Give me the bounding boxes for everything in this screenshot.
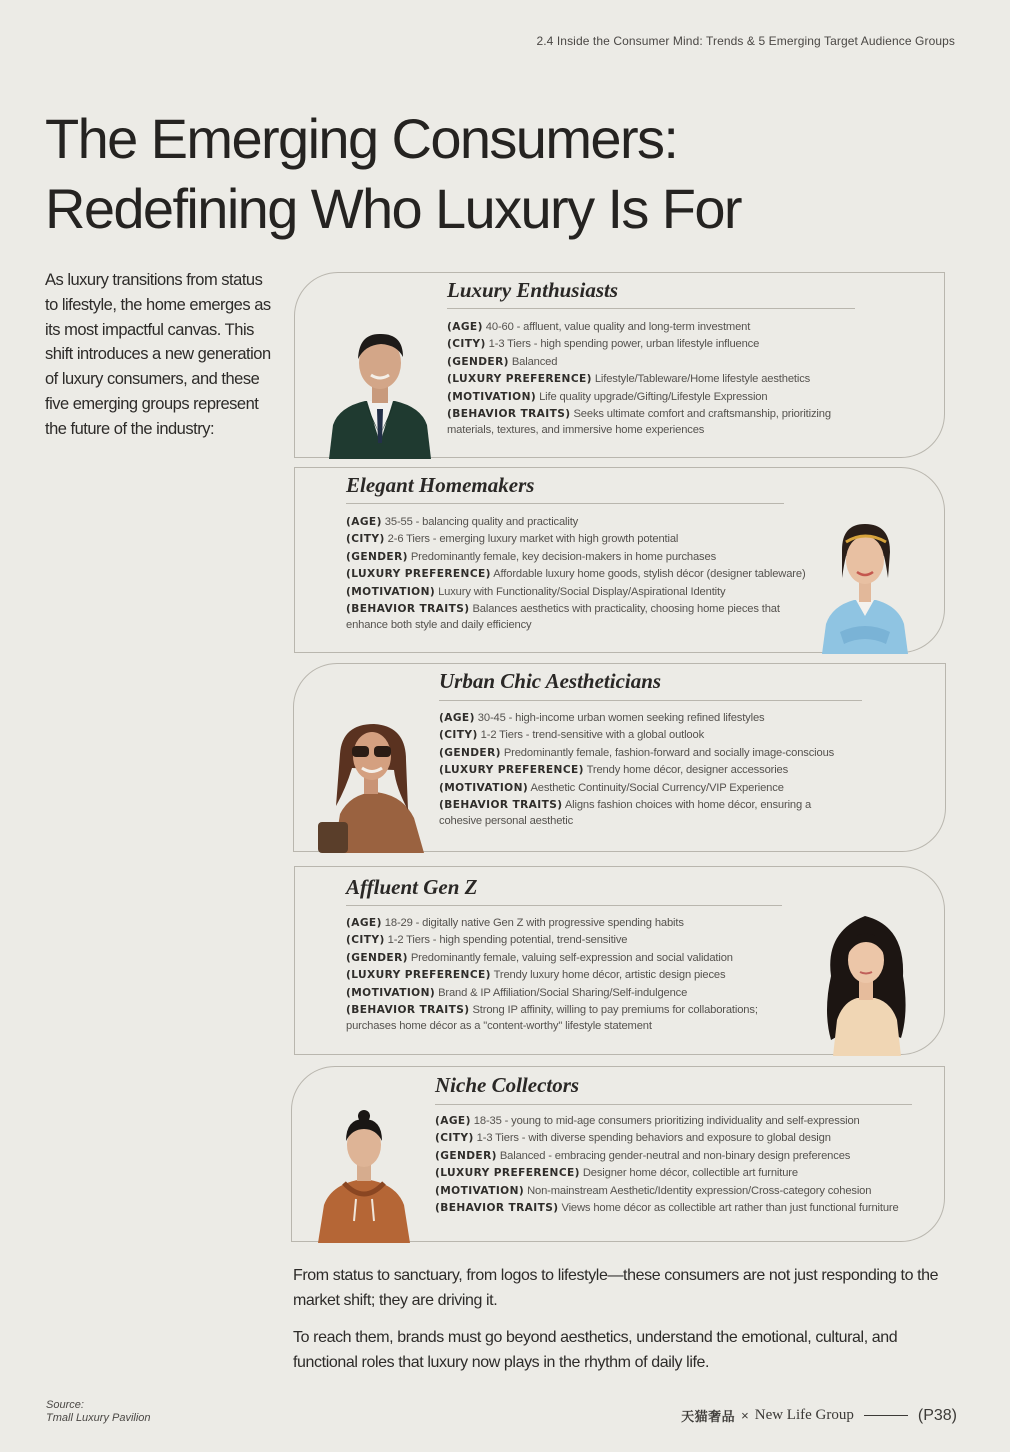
persona-card-affluent-gen-z [294, 866, 945, 1055]
closing-paragraph-2: To reach them, brands must go beyond aesthetics, understand the emotional, cultural, and functional roles that luxury now plays in the rhythm of daily life. [293, 1329, 898, 1371]
footer-divider [864, 1415, 908, 1416]
brand-separator: × [741, 1408, 749, 1423]
source-value: Tmall Luxury Pavilion [46, 1412, 151, 1424]
detail-motivation: (MOTIVATION) Brand & IP Affiliation/Social Sharing/Self-indulgence [346, 986, 688, 999]
detail-age: (AGE) 18-29 - digitally native Gen Z with progressive spending habits [346, 917, 684, 929]
card-title: Urban Chic Aestheticians [439, 669, 662, 693]
persona-card-urban-chic-aestheticians [293, 663, 946, 852]
detail-age: (AGE) 18-35 - young to mid-age consumers prioritizing individuality and self-expression [435, 1115, 860, 1127]
card-title: Affluent Gen Z [346, 875, 478, 899]
card-title-rule [346, 905, 782, 906]
title-line-2: Redefining Who Luxury Is For [45, 177, 741, 240]
closing-paragraph-1: From status to sanctuary, from logos to lifestyle—these consumers are not just responding to the market shift; they are driving it. [293, 1267, 939, 1309]
footer [681, 1406, 957, 1425]
detail-age: (AGE) 30-45 - high-income urban women seeking refined lifestyles [439, 712, 765, 724]
card-title-rule [435, 1104, 912, 1105]
detail-motivation: (MOTIVATION) Aesthetic Continuity/Social Currency/VIP Experience [439, 781, 784, 794]
detail-luxury-preference: (LUXURY PREFERENCE) Designer home décor, collectible art furniture [435, 1167, 798, 1180]
detail-behavior-traits: (BEHAVIOR TRAITS) Views home décor as collectible art rather than just functional furniture [435, 1202, 899, 1215]
detail-gender: (GENDER) Balanced - embracing gender-neutral and non-binary design preferences [435, 1149, 851, 1162]
persona-portrait-woman-cardigan [820, 520, 910, 654]
detail-luxury-preference: (LUXURY PREFERENCE) Affordable luxury home goods, stylish décor (designer tableware) [346, 568, 806, 581]
detail-motivation: (MOTIVATION) Non-mainstream Aesthetic/Identity expression/Cross-category cohesion [435, 1184, 872, 1197]
title-line-1: The Emerging Consumers: [45, 107, 678, 170]
persona-portrait-young-man-hoodie [316, 1109, 412, 1243]
detail-luxury-preference: (LUXURY PREFERENCE) Lifestyle/Tableware/Home lifestyle aesthetics [447, 373, 811, 386]
page-number: (P38) [917, 1406, 957, 1424]
persona-card-luxury-enthusiasts [294, 272, 945, 458]
page-title [45, 104, 741, 244]
detail-gender: (GENDER) Predominantly female, fashion-forward and socially image-conscious [439, 746, 835, 759]
detail-city: (CITY) 1-2 Tiers - high spending potential, trend-sensitive [346, 934, 628, 947]
card-title: Niche Collectors [435, 1073, 580, 1097]
card-details [435, 1113, 935, 1217]
detail-city: (CITY) 1-2 Tiers - trend-sensitive with a global outlook [439, 729, 705, 742]
detail-gender: (GENDER) Balanced [447, 355, 558, 368]
intro-paragraph: As luxury transitions from status to lifestyle, the home emerges as its most impactful canvas. This shift introduces a new generation of luxury consumers, and these five emerging groups represent the future of the industry: [45, 271, 271, 438]
detail-luxury-preference: (LUXURY PREFERENCE) Trendy home décor, designer accessories [439, 764, 789, 777]
persona-portrait-young-woman-blouse [821, 912, 911, 1056]
detail-luxury-preference: (LUXURY PREFERENCE) Trendy luxury home décor, artistic design pieces [346, 969, 726, 982]
new-life-group-logo: New Life Group [754, 1407, 854, 1423]
persona-card-elegant-homemakers [294, 467, 945, 653]
detail-gender: (GENDER) Predominantly female, valuing self-expression and social validation [346, 951, 733, 964]
detail-behavior-traits: (BEHAVIOR TRAITS) Balances aesthetics with practicality, choosing home pieces that enhance both style and daily efficiency [346, 603, 780, 632]
tmall-luxury-logo: 天猫奢品 [681, 1409, 736, 1424]
detail-motivation: (MOTIVATION) Life quality upgrade/Gifting/Lifestyle Expression [447, 390, 768, 403]
detail-city: (CITY) 2-6 Tiers - emerging luxury market with high growth potential [346, 533, 679, 546]
detail-gender: (GENDER) Predominantly female, key decision-makers in home purchases [346, 550, 717, 563]
card-details [346, 915, 796, 1034]
detail-behavior-traits: (BEHAVIOR TRAITS) Strong IP affinity, willing to pay premiums for collaborations; purchases home décor as a "content-worthy" lifestyle statement [346, 1004, 758, 1033]
card-details [346, 514, 816, 633]
persona-portrait-man-suit [325, 325, 435, 459]
detail-behavior-traits: (BEHAVIOR TRAITS) Aligns fashion choices with home décor, ensuring a cohesive personal aesthetic [439, 799, 812, 828]
source-note [46, 1399, 151, 1425]
card-title-rule [439, 700, 862, 701]
detail-city: (CITY) 1-3 Tiers - high spending power, urban lifestyle influence [447, 338, 760, 351]
section-header: 2.4 Inside the Consumer Mind: Trends & 5 Emerging Target Audience Groups [536, 34, 955, 48]
card-title: Luxury Enthusiasts [447, 278, 618, 302]
detail-motivation: (MOTIVATION) Luxury with Functionality/Social Display/Aspirational Identity [346, 585, 726, 598]
card-title-rule [346, 503, 784, 504]
card-details [447, 319, 867, 438]
detail-age: (AGE) 35-55 - balancing quality and practicality [346, 516, 579, 528]
detail-age: (AGE) 40-60 - affluent, value quality and long-term investment [447, 321, 751, 333]
detail-city: (CITY) 1-3 Tiers - with diverse spending behaviors and exposure to global design [435, 1132, 831, 1145]
persona-portrait-woman-sunglasses [316, 718, 432, 853]
persona-card-niche-collectors [291, 1066, 945, 1242]
source-label: Source: [46, 1399, 84, 1411]
card-title-rule [447, 308, 855, 309]
detail-behavior-traits: (BEHAVIOR TRAITS) Seeks ultimate comfort and craftsmanship, prioritizing materials, textures, and immersive home experiences [447, 408, 831, 437]
card-title: Elegant Homemakers [346, 473, 535, 497]
card-details [439, 710, 879, 829]
